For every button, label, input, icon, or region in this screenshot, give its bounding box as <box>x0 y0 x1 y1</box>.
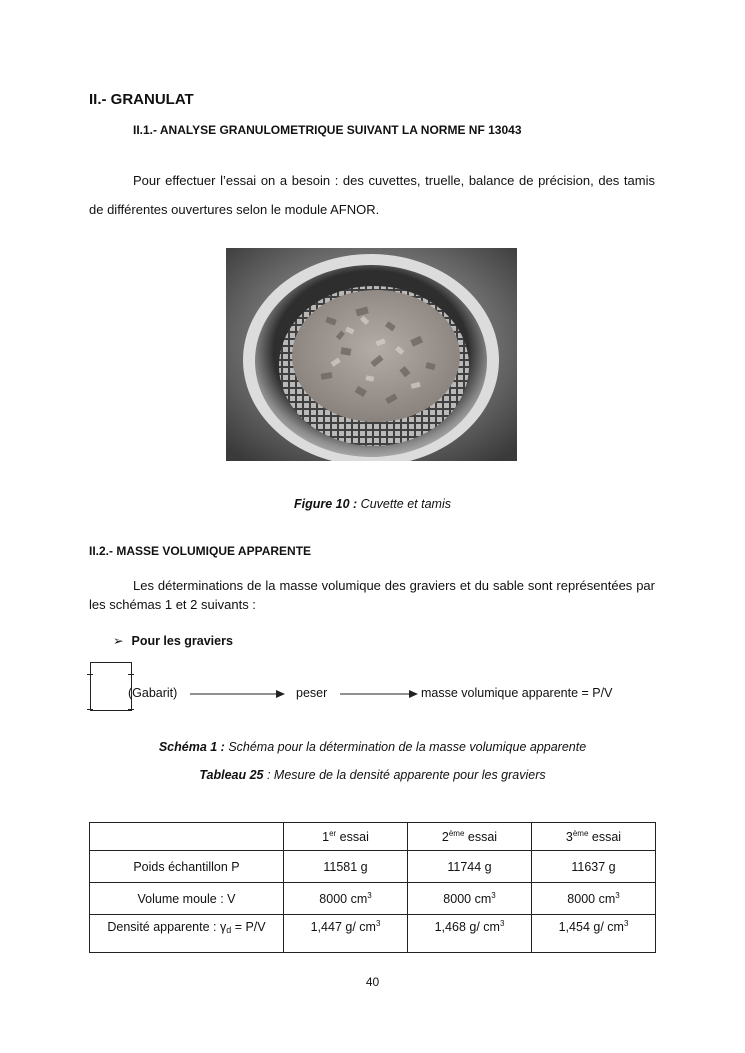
table-cell: 8000 $cm^3$ <box>408 883 532 915</box>
table-header-essai-2: 2ème essai <box>408 823 532 851</box>
tableau-25-caption <box>0 768 745 782</box>
schema-1-text: Schéma pour la détermination de la masse volumique apparente <box>224 740 587 754</box>
table-header-essai-1: 1er essai <box>284 823 408 851</box>
table-row-densite <box>90 915 656 953</box>
gabarit-tick-left <box>87 674 93 675</box>
table-cell: 11581 g <box>284 851 408 883</box>
figure-10-photo <box>226 248 517 461</box>
density-table <box>89 822 656 953</box>
subsection-title-masse-volumique: II.2.- MASSE VOLUMIQUE APPARENTE <box>89 544 312 558</box>
subsection-title-granulometrie: II.1.- ANALYSE GRANULOMETRIQUE SUIVANT LA NORME NF 13043 <box>133 123 522 137</box>
table-cell: 8000 $cm^3$ <box>284 883 408 915</box>
schema-arrow-2 <box>340 687 422 701</box>
table-cell: 1,454 g/ $cm^3$ <box>532 915 656 953</box>
table-cell: 11744 g <box>408 851 532 883</box>
table-header-essai-3: 3ème essai <box>532 823 656 851</box>
table-cell: 11637 g <box>532 851 656 883</box>
table-corner-cell <box>90 823 284 851</box>
table-row-poids <box>90 851 656 883</box>
schema-arrow-1 <box>190 687 290 701</box>
schema-1-label: Schéma 1 : <box>158 740 225 754</box>
gabarit-tick-right <box>128 674 134 675</box>
table-cell: 1,447 g/ $cm^3$ <box>284 915 408 953</box>
table-cell: 8000 $cm^3$ <box>532 883 656 915</box>
tableau-25-text: : Mesure de la densité apparente pour les graviers <box>263 768 546 782</box>
table-row-label: Volume moule : V <box>90 883 284 915</box>
table-row-volume <box>90 883 656 915</box>
figure-10-caption <box>0 497 745 511</box>
schema-step-result: masse volumique apparente = P/V <box>421 686 613 700</box>
table-header-row <box>90 823 656 851</box>
table-row-label: Densité apparente : $\gamma_d = P/V$ <box>90 915 284 953</box>
schema-1-caption <box>0 740 745 754</box>
schema-step-gabarit: (Gabarit) <box>128 686 178 700</box>
table-row-label: Poids échantillon P <box>90 851 284 883</box>
sieve-gravel-image <box>226 248 517 461</box>
gabarit-tick-right-bottom <box>128 709 134 710</box>
table-cell: 1,468 g/ $cm^3$ <box>408 915 532 953</box>
bullet-graviers-label: Pour les graviers <box>131 634 233 648</box>
bullet-arrow-icon: ➢ <box>113 634 124 648</box>
gabarit-box <box>90 662 132 711</box>
paragraph-equipment: Pour effectuer l’essai on a besoin : des cuvettes, truelle, balance de précision, des tamis de différentes ouvertures selon le module AFNOR. <box>89 173 655 217</box>
paragraph-determinations: Les déterminations de la masse volumique des graviers et du sable sont représentées par les schémas 1 et 2 suivants : <box>89 578 655 612</box>
section-title: II.- GRANULAT <box>89 91 194 108</box>
figure-10-label: Figure 10 : <box>293 497 358 511</box>
schema-step-peser: peser <box>296 686 328 700</box>
bullet-graviers <box>113 633 233 648</box>
tableau-25-label: Tableau 25 <box>199 768 264 782</box>
figure-10-text: Cuvette et tamis <box>357 497 451 511</box>
page-number: 40 <box>365 975 380 989</box>
gabarit-tick-left-bottom <box>87 709 93 710</box>
